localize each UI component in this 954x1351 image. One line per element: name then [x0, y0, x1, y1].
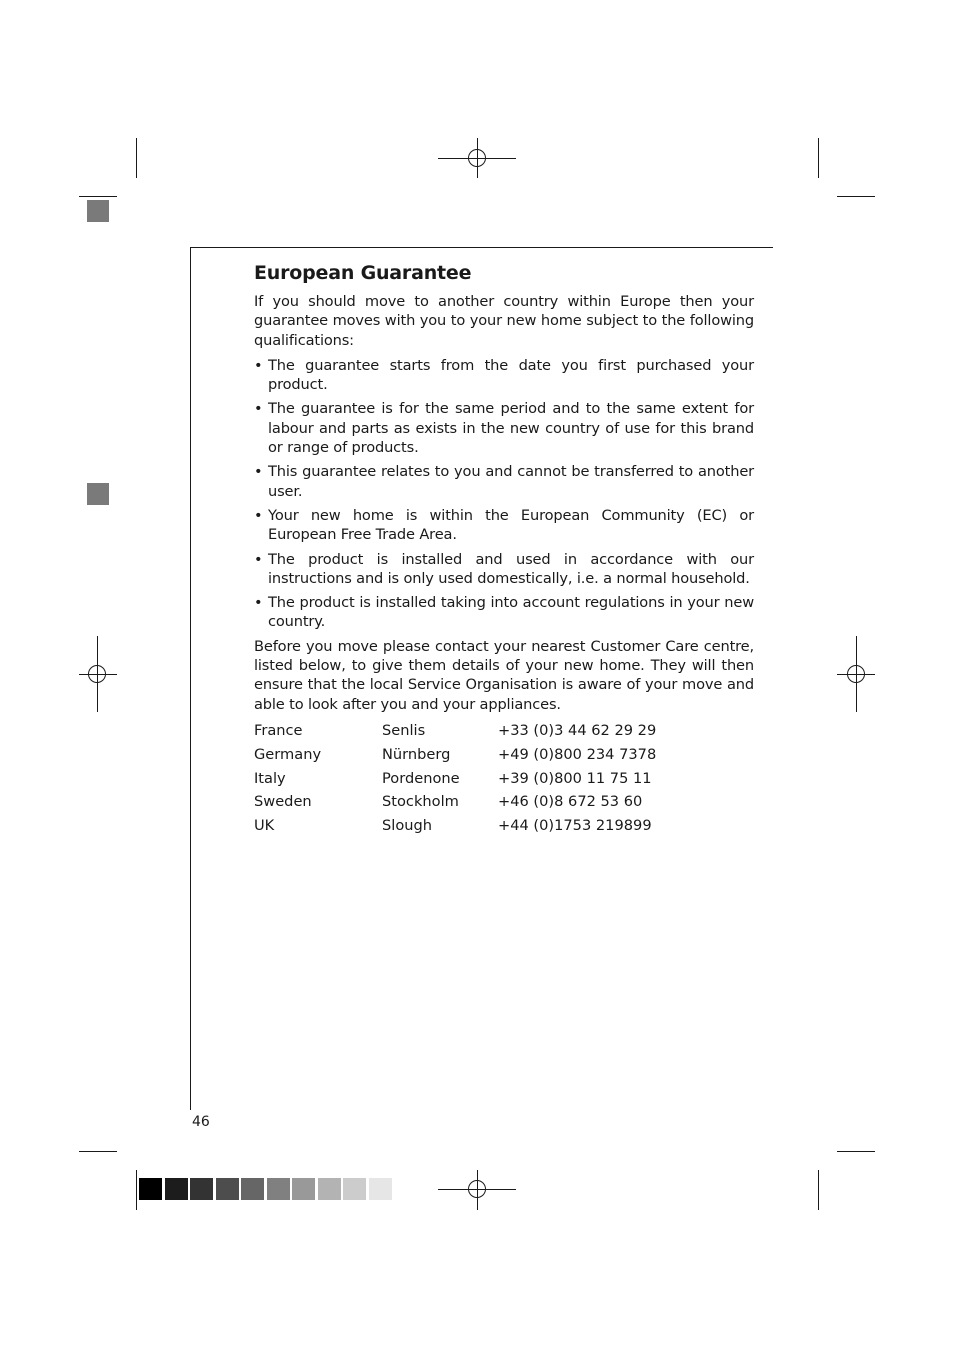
- crop-mark: [79, 196, 117, 197]
- color-swatch: [139, 1178, 162, 1200]
- closing-paragraph: Before you move please contact your nearest Customer Care centre, listed below, to give them details of your new home. They will then ensure that the local Service Organisation is aware of your move and able to look after you and your appliances.: [254, 637, 754, 713]
- contact-country: UK: [254, 817, 275, 835]
- registration-circle-icon: [468, 1180, 486, 1198]
- contact-country: France: [254, 722, 303, 739]
- page-top-rule: [190, 247, 773, 248]
- contact-country: Germany: [254, 745, 322, 763]
- contact-phone: +44 (0)1753 219899: [498, 817, 652, 835]
- color-swatch: [190, 1178, 213, 1200]
- section-marker: [87, 200, 109, 222]
- crop-mark: [818, 1170, 819, 1210]
- bullet-icon: •: [254, 400, 263, 418]
- customer-care-contacts: [254, 722, 704, 841]
- contact-city: Senlis: [382, 722, 426, 739]
- table-row: [254, 746, 704, 770]
- bullet-icon: •: [254, 594, 263, 612]
- section-marker: [87, 483, 109, 505]
- table-row: [254, 770, 704, 794]
- contact-phone: +46 (0)8 672 53 60: [498, 793, 643, 811]
- registration-circle-icon: [88, 665, 106, 683]
- crop-mark: [136, 1170, 137, 1210]
- list-item: • The product is installed and used in accordance with our instructions and is only used domestically, i.e. a normal household.: [254, 550, 754, 587]
- page-title: European Guarantee: [254, 262, 472, 284]
- crop-mark: [837, 1151, 875, 1152]
- crop-mark: [818, 138, 819, 178]
- color-swatch: [267, 1178, 290, 1200]
- list-item: • This guarantee relates to you and cannot be transferred to another user.: [254, 463, 754, 500]
- conditions-list: [254, 356, 754, 632]
- page-left-rule: [190, 247, 191, 1110]
- list-item: • The product is installed taking into account regulations in your new country.: [254, 594, 754, 631]
- color-swatch: [369, 1178, 392, 1200]
- contact-city: Nürnberg: [382, 745, 451, 763]
- page-number: 46: [192, 1114, 210, 1130]
- list-item: • Your new home is within the European Community (EC) or European Free Trade Area.: [254, 506, 754, 544]
- color-swatch: [318, 1178, 341, 1200]
- bullet-icon: •: [254, 550, 263, 568]
- color-swatch: [292, 1178, 315, 1200]
- table-row: [254, 793, 704, 817]
- color-swatch: [165, 1178, 188, 1200]
- color-swatch: [343, 1178, 366, 1200]
- list-item: • The guarantee is for the same period and to the same extent for labour and parts as exists in the new country of use for this brand or range of products.: [254, 400, 754, 457]
- intro-paragraph: If you should move to another country within Europe then your guarantee moves with you to your new home subject to the following qualifications:: [254, 293, 754, 349]
- color-swatch: [216, 1178, 239, 1200]
- crop-mark: [136, 138, 137, 178]
- list-item: • The guarantee starts from the date you first purchased your product.: [254, 356, 754, 394]
- table-row: [254, 722, 704, 746]
- crop-mark: [79, 1151, 117, 1152]
- bullet-icon: •: [254, 463, 263, 481]
- contact-city: Slough: [382, 817, 433, 835]
- bullet-icon: •: [254, 506, 263, 524]
- crop-mark: [837, 196, 875, 197]
- registration-circle-icon: [847, 665, 865, 683]
- contact-country: Italy: [254, 769, 286, 787]
- bullet-icon: •: [254, 356, 263, 374]
- table-row: [254, 817, 704, 841]
- contact-phone: +33 (0)3 44 62 29 29: [498, 722, 657, 739]
- contact-phone: +49 (0)800 234 7378: [498, 745, 657, 763]
- contact-city: Pordenone: [382, 769, 460, 787]
- registration-circle-icon: [468, 149, 486, 167]
- contact-country: Sweden: [254, 793, 312, 811]
- guarantee-section: [254, 258, 754, 714]
- contact-phone: +39 (0)800 11 75 11: [498, 769, 652, 787]
- contact-city: Stockholm: [382, 793, 459, 811]
- color-swatch: [241, 1178, 264, 1200]
